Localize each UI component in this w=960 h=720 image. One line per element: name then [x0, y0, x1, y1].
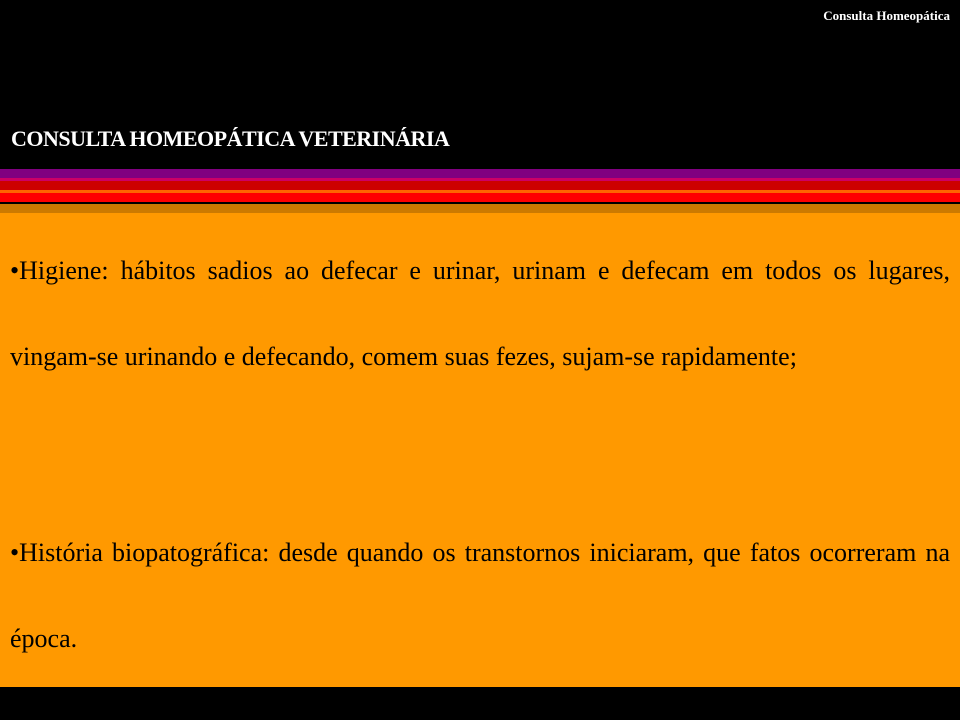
- content-panel: [0, 213, 960, 687]
- stripe-red: [0, 193, 960, 202]
- stripe-dark-red: [0, 181, 960, 190]
- decorative-stripes: [0, 169, 960, 214]
- slide-title: CONSULTA HOMEOPÁTICA VETERINÁRIA: [11, 126, 450, 151]
- bullet-higiene: •Higiene: hábitos sadios ao defecar e urinar, urinam e defecam em todos os lugares, vingam-se urinando e defecando, comem suas fezes, sujam-se rapidamente;: [10, 256, 950, 371]
- header-label: Consulta Homeopática: [823, 8, 950, 23]
- bullet-historia: •História biopatográfica: desde quando os transtornos iniciaram, que fatos ocorreram na época.: [10, 538, 950, 653]
- stripe-purple: [0, 169, 960, 178]
